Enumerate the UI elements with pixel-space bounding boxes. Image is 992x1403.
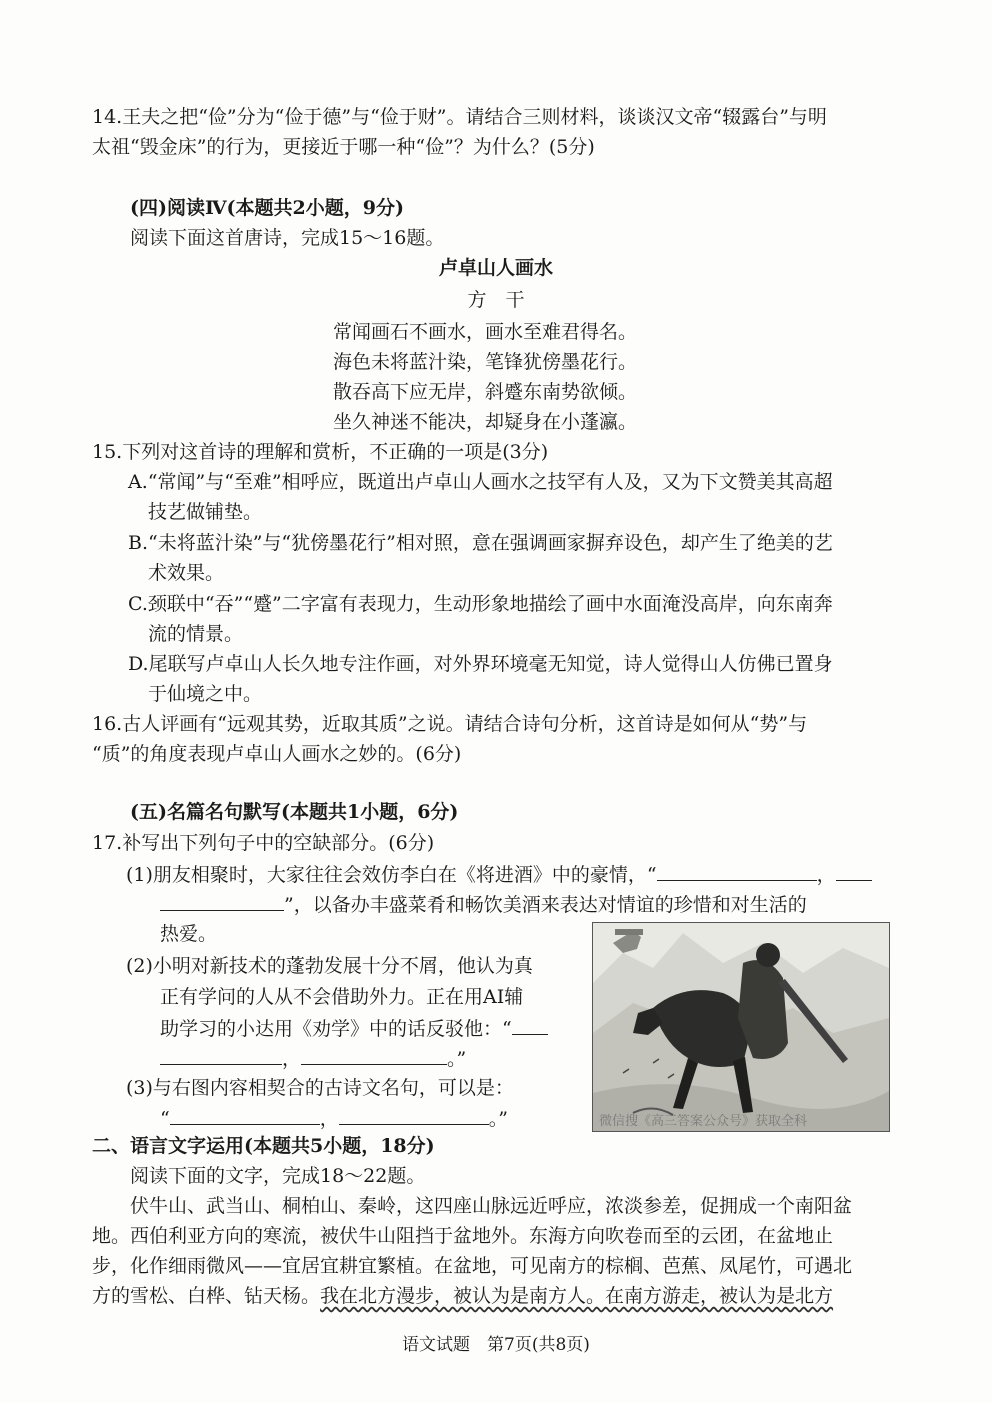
section4-intro: 阅读下面这首唐诗，完成15～16题。: [130, 227, 445, 249]
part2-para-line2: 地。西伯利亚方向的寒流，被伏牛山阻挡于盆地外。东海方向吹卷而至的云团，在盆地止: [92, 1225, 834, 1247]
q15-option-b-line2: 术效果。: [148, 562, 225, 584]
part2-para-line3: 步，化作细雨微风——宜居宜耕宜繁植。在盆地，可见南方的棕榈、芭蕉、凤尾竹，可遇北: [92, 1255, 853, 1277]
poem-line-1: 常闻画石不画水，画水至难君得名。: [333, 321, 638, 343]
q17-part3-end: 。”: [488, 1108, 508, 1130]
general-on-horse-illustration: [592, 922, 890, 1132]
q17-blank-5[interactable]: [170, 1106, 320, 1125]
q17-part2-line2: 正有学问的人从不会借助外力。正在用AI辅: [160, 986, 524, 1008]
part2-para-line4: [92, 1284, 833, 1308]
poem-author: 方 干: [467, 289, 525, 311]
q17-part2-end: 。”: [447, 1048, 467, 1070]
q17-blank-2a[interactable]: [836, 862, 872, 881]
q17-blank-1[interactable]: [657, 862, 817, 881]
q16-line1: 16.古人评画有“远观其势，近取其质”之说。请结合诗句分析，这首诗是如何从“势”与: [92, 713, 808, 735]
ink-painting: [593, 923, 889, 1131]
q15-option-d-line2: 于仙境之中。: [148, 683, 263, 705]
q17-part3-line1: (3)与右图内容相契合的古诗文名句，可以是：: [126, 1077, 514, 1099]
q17-part1-text: (1)朋友相聚时，大家往往会效仿李白在《将进酒》中的豪情，“: [126, 864, 657, 886]
q17-part1-text2: ”，以备办丰盛菜肴和畅饮美酒来表达对情谊的珍惜和对生活的: [284, 894, 807, 916]
q15-option-a-line2: 技艺做铺垫。: [148, 501, 263, 523]
q14-line2: 太祖“毁金床”的行为，更接近于哪一种“俭”？为什么？(5分): [92, 136, 595, 158]
poem-title: 卢卓山人画水: [438, 257, 553, 279]
q17-blank-3a[interactable]: [512, 1016, 548, 1035]
q15-option-b-line1: B.“未将蓝汁染”与“犹傍墨花行”相对照，意在强调画家摒弃设色，却产生了绝美的艺: [128, 532, 833, 554]
q17-part1-line3: 热爱。: [160, 923, 218, 945]
q17-part2-comma: ，: [282, 1048, 302, 1070]
q17-part2-line1: (2)小明对新技术的蓬勃发展十分不屑，他认为真: [126, 955, 533, 977]
part2-para-line1: 伏牛山、武当山、桐柏山、秦岭，这四座山脉远近呼应，浓淡参差，促拥成一个南阳盆: [130, 1195, 853, 1217]
q17-stem: 17.补写出下列句子中的空缺部分。(6分): [92, 832, 435, 854]
q17-part2-line4: [160, 1046, 466, 1071]
part2-para-line4-plain: 方的雪松、白桦、钻天杨。: [92, 1285, 321, 1307]
q17-part1-line1: [126, 862, 872, 887]
q17-blank-6[interactable]: [339, 1106, 489, 1125]
part2-para-marked-sentence: 我在北方漫步，被认为是南方人。在南方游走，被认为是北方: [320, 1285, 834, 1307]
q17-blank-3b[interactable]: [160, 1046, 282, 1065]
poem-line-4: 坐久神迷不能决，却疑身在小蓬瀛。: [333, 411, 638, 433]
section4-heading: (四)阅读Ⅳ(本题共2小题，9分): [130, 197, 404, 219]
poem-line-2: 海色未将蓝汁染，笔锋犹傍墨花行。: [333, 351, 638, 373]
poem-line-3: 散吞高下应无岸，斜蹙东南势欲倾。: [333, 381, 638, 403]
q14-line1: 14.王夫之把“俭”分为“俭于德”与“俭于财”。请结合三则材料，谈谈汉文帝“辍露台”与明: [92, 106, 827, 128]
q17-part1-line2: [160, 892, 807, 917]
q15-stem: 15.下列对这首诗的理解和赏析，不正确的一项是(3分): [92, 441, 549, 463]
q17-blank-2b[interactable]: [160, 892, 284, 911]
q17-blank-4[interactable]: [301, 1046, 447, 1065]
part2-intro: 阅读下面的文字，完成18～22题。: [130, 1165, 426, 1187]
q17-part2-text3: 助学习的小达用《劝学》中的话反驳他：“: [160, 1018, 512, 1040]
q15-option-c-line2: 流的情景。: [148, 623, 244, 645]
q17-part3-open: “: [160, 1108, 170, 1130]
q15-option-d-line1: D.尾联写卢卓山人长久地专注作画，对外界环境毫无知觉，诗人觉得山人仿佛已置身: [128, 653, 833, 675]
page-footer: 语文试题 第7页(共8页): [402, 1335, 590, 1355]
q17-part3-comma: ，: [319, 1108, 339, 1130]
q17-part1-comma: ，: [816, 864, 836, 886]
q15-option-c-line1: C.颈联中“吞”“蹙”二字富有表现力，生动形象地描绘了画中水面淹没高岸，向东南奔: [128, 593, 833, 615]
q17-part2-line3: [160, 1016, 548, 1041]
q16-line2: “质”的角度表现卢卓山人画水之妙的。(6分): [92, 743, 462, 765]
q17-part3-line2: [160, 1106, 508, 1131]
image-watermark: 微信搜《高三答案公众号》获取全科: [599, 1114, 808, 1129]
part2-heading: 二、语言文字运用(本题共5小题，18分): [92, 1135, 435, 1157]
q15-option-a-line1: A.“常闻”与“至难”相呼应，既道出卢卓山人画水之技罕有人及，又为下文赞美其高超: [128, 471, 833, 493]
section5-heading: (五)名篇名句默写(本题共1小题，6分): [130, 801, 459, 823]
